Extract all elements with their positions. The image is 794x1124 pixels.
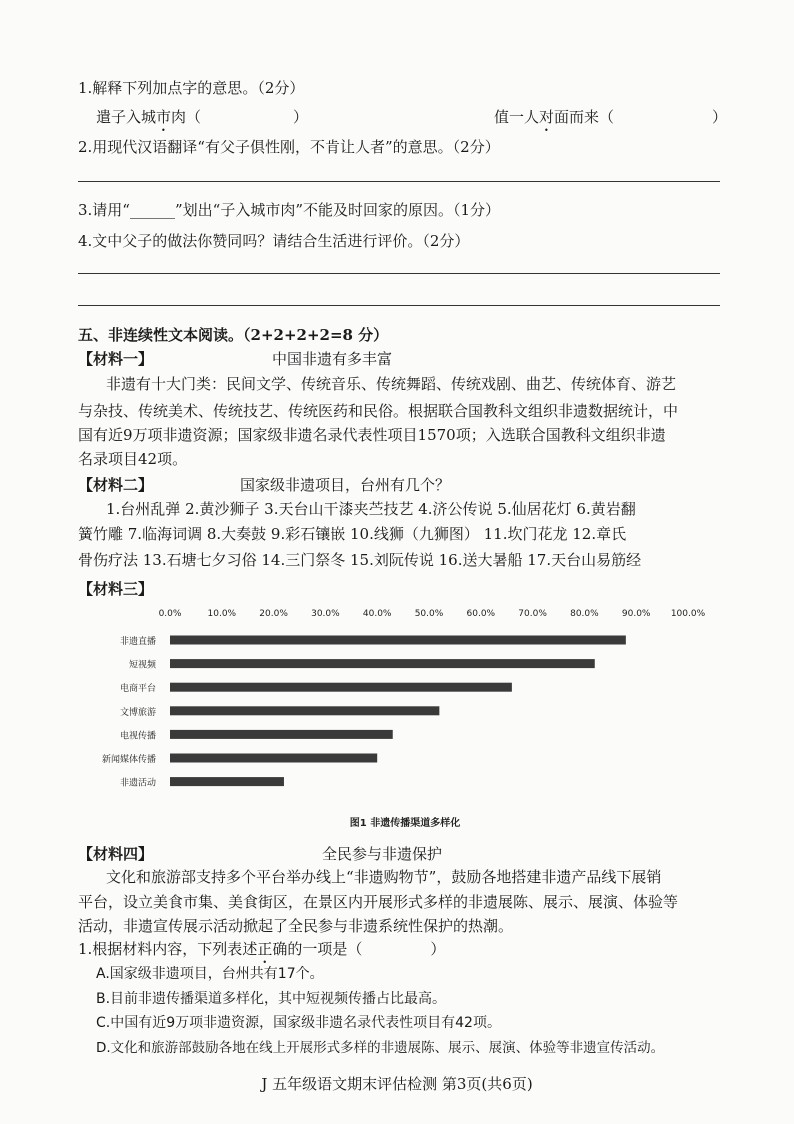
category-labels	[102, 635, 157, 789]
bars	[170, 636, 626, 787]
x-tick-label: 90.0%	[621, 609, 651, 619]
chart-caption: 图1 非遗传播渠道多样化	[349, 818, 461, 829]
q1-item-a	[96, 106, 308, 135]
mc-option-c[interactable]: C.中国有近9万项非遗资源，国家级非遗名录代表性项目有42项。	[96, 1015, 501, 1031]
q1-a-close: ）	[293, 108, 309, 126]
material-1-line-2: 与杂技、传统美术、传统技艺、传统医药和民俗。根据联合国教科文组织非遗数据统计，中	[78, 402, 679, 420]
q3-blank: ______	[129, 201, 175, 219]
x-tick-labels	[159, 609, 706, 619]
q3-prefix: 3.请用“	[78, 201, 130, 219]
q1-b-prefix: 值一人	[494, 108, 540, 126]
category-label: 新闻媒体传播	[101, 755, 156, 765]
material-2-tag: 【材料二】	[78, 476, 154, 494]
category-label: 非遗直播	[119, 637, 156, 647]
mc-stem-prefix: 1.根据材料内容，下列表述	[78, 940, 258, 958]
mc-stem-close: ）	[430, 940, 446, 958]
x-tick-label: 40.0%	[362, 609, 392, 619]
bar	[170, 659, 595, 668]
x-tick-label: 100.0%	[670, 609, 706, 619]
category-label: 文博旅游	[119, 707, 156, 718]
category-label: 短视频	[128, 660, 156, 671]
x-tick-label: 70.0%	[518, 609, 547, 619]
section-5-title: 五、非连续性文本阅读。（2+2+2+2=8 分）	[78, 326, 389, 344]
x-tick-label: 20.0%	[259, 609, 288, 619]
x-tick-label: 10.0%	[207, 609, 237, 619]
x-tick-label: 60.0%	[466, 609, 496, 619]
q1-stem: 1.解释下列加点字的意思。（2分）	[78, 79, 305, 97]
mc-stem-dotted-char: 正	[257, 940, 273, 958]
material-3-tag: 【材料三】	[78, 580, 154, 598]
mc-stem-suffix: 确的一项是（	[272, 940, 363, 958]
material-4-title: 全民参与非遗保护	[322, 845, 443, 863]
channels-bar-chart	[90, 600, 730, 840]
material-1-line-1: 非遗有十大门类：民间文学、传统音乐、传统舞蹈、传统戏剧、曲艺、传统体育、游艺	[106, 375, 677, 393]
q4-stem: 4.文中父子的做法你赞同吗？请结合生活进行评价。（2分）	[78, 232, 470, 250]
q3-stem	[78, 199, 500, 220]
x-tick-label: 50.0%	[414, 609, 444, 619]
q4-answer-line-2[interactable]	[78, 305, 720, 306]
x-tick-label: 30.0%	[311, 609, 340, 619]
q1-a-prefix: 遣子入城	[96, 108, 157, 126]
q1-b-close: ）	[712, 108, 728, 126]
material-2-title: 国家级非遗项目，台州有几个？	[240, 476, 451, 494]
mc-option-a[interactable]: A.国家级非遗项目，台州共有17个。	[96, 966, 324, 982]
category-label: 电商平台	[119, 684, 156, 695]
material-1-line-3: 国有近9万项非遗资源；国家级非遗名录代表性项目1570项；入选联合国教科文组织非遗	[78, 426, 666, 444]
bar	[170, 683, 512, 692]
bar	[170, 706, 439, 715]
mc-option-b[interactable]: B.目前非遗传播渠道多样化，其中短视频传播占比最高。	[96, 991, 447, 1007]
material-4-tag: 【材料四】	[78, 845, 154, 863]
bar	[170, 777, 284, 786]
q4-answer-line-1[interactable]	[78, 273, 720, 274]
material-1-tag: 【材料一】	[78, 350, 154, 368]
page-footer: J 五年级语文期末评估检测 第3页(共6页)	[261, 1075, 533, 1093]
category-label: 非遗活动	[119, 778, 156, 789]
q1-a-dotted-char: 市	[156, 108, 172, 126]
category-label: 电视传播	[119, 731, 156, 742]
material-2-line-2: 簧竹雕 7.临海词调 8.大奏鼓 9.彩石镶嵌 10.线狮（九狮图） 11.坎门花龙 12.章氏	[78, 525, 627, 543]
q1-item-b	[494, 106, 727, 135]
q1-b-rest: 面而来（	[554, 108, 615, 126]
x-tick-label: 0.0%	[158, 609, 182, 619]
material-2-line-3: 骨伤疗法 13.石塘七夕习俗 14.三门祭冬 15.刘阮传说 16.送大暑船 17.天台山易筋经	[78, 551, 642, 569]
bar	[170, 636, 626, 645]
x-tick-label: 80.0%	[570, 609, 599, 619]
material-1-title: 中国非遗有多丰富	[272, 350, 393, 368]
material-4-line-1: 文化和旅游部支持多个平台举办线上“非遗购物节”，鼓励各地搭建非遗产品线下展销	[106, 868, 662, 886]
bar	[170, 730, 393, 739]
mc-option-d[interactable]: D.文化和旅游部鼓励各地在线上开展形式多样的非遗展陈、展示、展演、体验等非遗宣传活动。	[96, 1040, 665, 1056]
material-4-line-2: 平台，设立美食市集、美食街区，在景区内开展形式多样的非遗展陈、展示、展演、体验等	[78, 893, 679, 911]
q2-answer-line[interactable]	[78, 181, 720, 182]
material-2-line-1: 1.台州乱弹 2.黄沙狮子 3.天台山干漆夹苎技艺 4.济公传说 5.仙居花灯 6.黄岩翻	[106, 500, 636, 518]
q1-b-dotted-char: 对	[539, 108, 555, 126]
material-1-line-4: 名录项目42项。	[78, 450, 188, 468]
q2-stem: 2.用现代汉语翻译“有父子俱性刚，不肯让人者”的意思。（2分）	[78, 138, 500, 156]
q3-suffix: ”划出“子入城市肉”不能及时回家的原因。（1分）	[174, 201, 501, 219]
material-4-line-3: 活动，非遗宣传展示活动掀起了全民参与非遗系统性保护的热潮。	[78, 917, 514, 935]
bar	[170, 754, 377, 763]
q1-a-rest: 肉（	[171, 108, 202, 126]
